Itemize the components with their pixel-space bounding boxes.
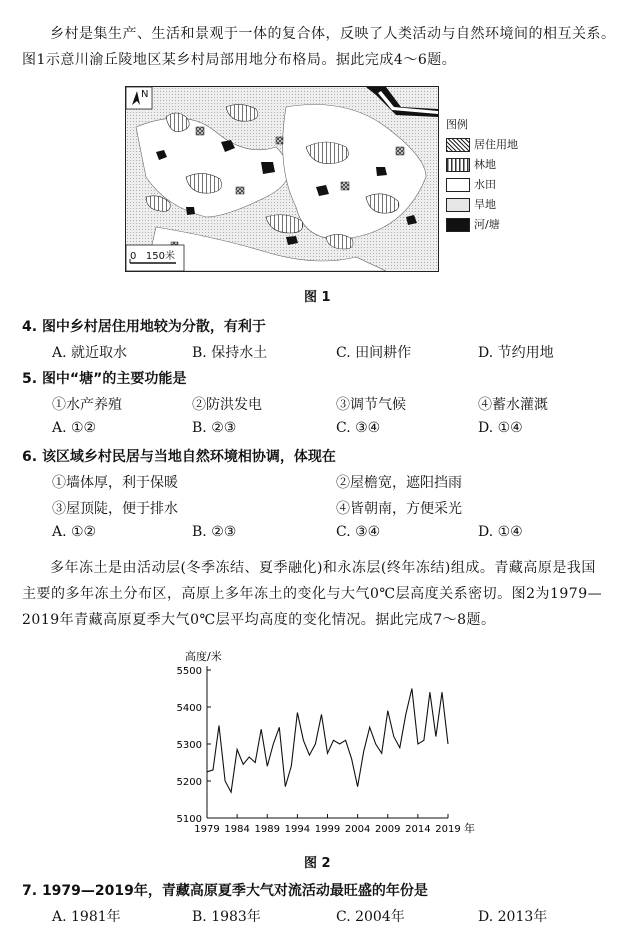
figure1-caption: 图 1 [304,290,331,305]
x-tick-label: 1994 [284,824,311,835]
legend-title: 图例 [446,118,468,131]
legend-item-dryland: 旱地 [446,196,496,212]
q5-option-a[interactable]: A. ①② [52,420,97,436]
y-axis-label: 高度/米 [185,650,222,663]
figure2-caption: 图 2 [304,856,331,871]
x-tick-label: 2009 [375,824,401,835]
q4-option-d[interactable]: D. 节约用地 [478,345,554,361]
q5-option-c[interactable]: C. ③④ [336,420,381,436]
y-tick-label: 5400 [176,703,202,714]
q5-option-b[interactable]: B. ②③ [192,420,237,436]
q4-stem: 4. 图中乡村居住用地较为分散，有利于 [22,319,266,335]
q6-item-3: ③屋顶陡，便于排水 [52,501,178,517]
q7-option-d[interactable]: D. 2013年 [478,909,548,925]
x-tick-label: 2004 [344,824,371,835]
q5-item-4: ④蓄水灌溉 [478,397,548,413]
y-tick-label: 5100 [176,814,202,825]
north-label: N [141,89,149,100]
q6-option-b[interactable]: B. ②③ [192,524,237,540]
legend-item-paddy: 水田 [446,176,496,192]
q7-option-c[interactable]: C. 2004年 [336,909,405,925]
q6-option-c[interactable]: C. ③④ [336,524,381,540]
intro2-line3: 2019年青藏高原夏季大气0℃层平均高度的变化情况。据此完成7～8题。 [22,612,496,628]
map-figure [125,86,439,272]
intro1-line1: 乡村是集生产、生活和景观于一体的复合体，反映了人类活动与自然环境间的相互关系。 [50,26,616,42]
x-tick-label: 2014 [405,824,431,835]
q5-item-1: ①水产养殖 [52,397,122,413]
q4-option-a[interactable]: A. 就近取水 [52,345,128,361]
x-tick-label: 1999 [314,824,341,835]
q7-option-a[interactable]: A. 1981年 [52,909,121,925]
q6-item-1: ①墙体厚，利于保暖 [52,475,178,491]
q4-option-b[interactable]: B. 保持水土 [192,345,268,361]
q5-item-2: ②防洪发电 [192,397,262,413]
q6-option-a[interactable]: A. ①② [52,524,97,540]
y-tick-label: 5200 [176,777,202,788]
intro2-line2: 主要的多年冻土分布区，高原上多年冻土的变化与大气0℃层高度关系密切。图2为1979— [22,586,603,602]
q5-item-3: ③调节气候 [336,397,406,413]
x-tick-label: 1989 [254,824,280,835]
q6-stem: 6. 该区域乡村民居与当地自然环境相协调，体现在 [22,449,336,465]
intro1-line2: 图1示意川渝丘陵地区某乡村局部用地分布格局。据此完成4～6题。 [22,52,457,68]
series-line [207,689,448,793]
legend-item-river-pond: 河/塘 [446,216,500,232]
freezing-level-chart [150,648,510,848]
y-tick-label: 5500 [176,666,202,677]
x-tick-label: 1979 [194,824,220,835]
q7-stem: 7. 1979—2019年，青藏高原夏季大气对流活动最旺盛的年份是 [22,883,428,899]
q6-item-2: ②屋檐宽，遮阳挡雨 [336,475,462,491]
legend-item-residential: 居住用地 [446,136,518,152]
intro2-line1: 多年冻土是由活动层(冬季冻结、夏季融化)和永冻层(终年冻结)组成。青藏高原是我国 [50,560,596,576]
land-use-map [126,87,438,271]
q6-item-4: ④皆朝南，方便采光 [336,501,462,517]
x-tick-label: 1984 [224,824,250,835]
q4-option-c[interactable]: C. 田间耕作 [336,345,412,361]
legend-item-forest: 林地 [446,156,496,172]
scale-label: 0 150米 [130,251,175,262]
q5-option-d[interactable]: D. ①④ [478,420,523,436]
q7-option-b[interactable]: B. 1983年 [192,909,261,925]
q6-option-d[interactable]: D. ①④ [478,524,523,540]
q5-stem: 5. 图中“塘”的主要功能是 [22,371,187,387]
x-tick-label: 2019 [435,824,461,835]
x-axis-label: 年 [464,822,475,835]
y-tick-label: 5300 [176,740,202,751]
